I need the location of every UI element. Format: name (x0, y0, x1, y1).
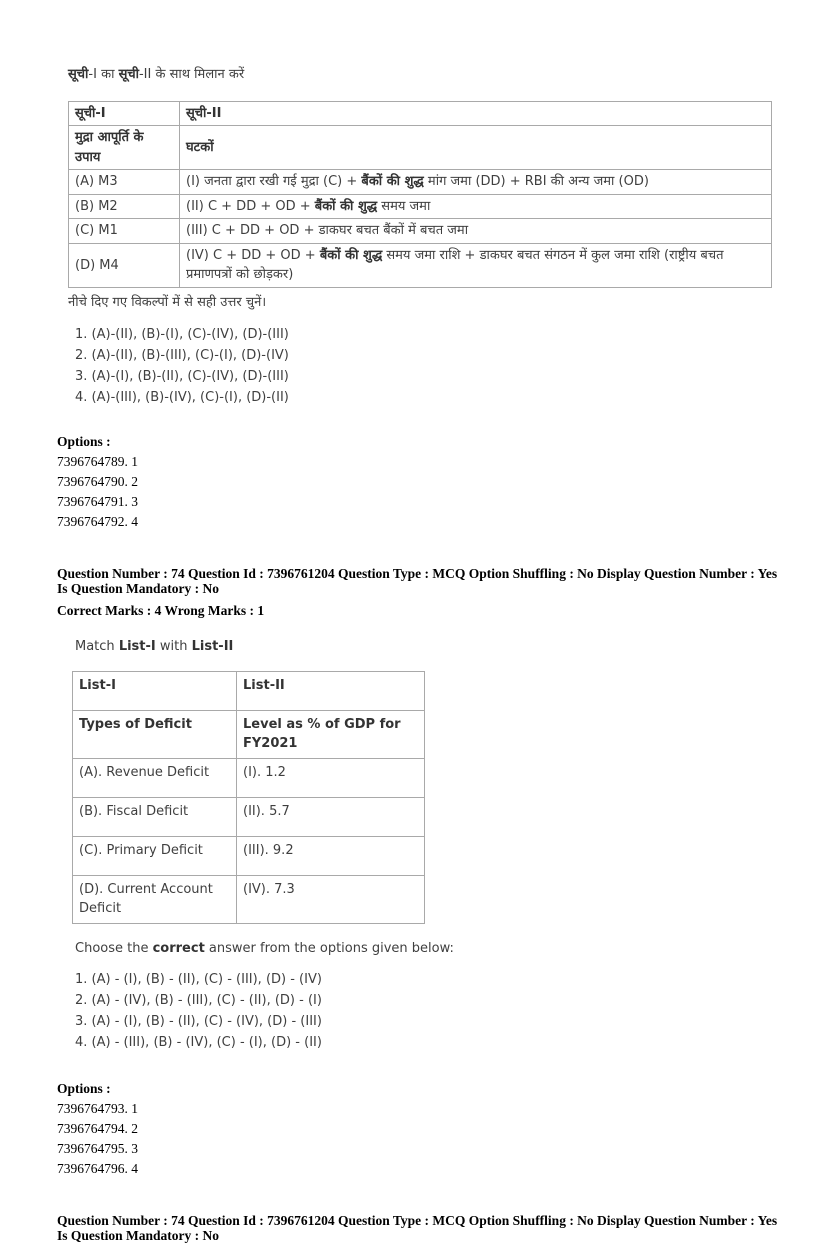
choose-answer-instruction: Choose the correct answer from the options given below: (75, 940, 454, 956)
table-row (69, 219, 772, 244)
table-subheader-row (69, 126, 772, 170)
choose-answer-instruction: नीचे दिए गए विकल्पों में से सही उत्तर चुनें। (68, 294, 267, 310)
list2-cell: (I). 1.2 (237, 758, 425, 797)
answer-option: 1. (A)-(II), (B)-(I), (C)-(IV), (D)-(III) (75, 326, 289, 342)
list2-header-cell: List-II (237, 671, 425, 710)
answer-option: 1. (A) - (I), (B) - (II), (C) - (III), (D) - (IV) (75, 972, 322, 988)
english-match-table (72, 671, 425, 924)
options-label: Options : (57, 1081, 111, 1097)
list2-cell: (III) C + DD + OD + डाकघर बचत बैंकों में बचत जमा (180, 219, 772, 244)
options-id-block (57, 432, 826, 532)
list2-cell: (III). 9.2 (237, 836, 425, 875)
list1-header-cell: सूची-I (69, 101, 180, 126)
list1-subheader-cell: Types of Deficit (73, 710, 237, 758)
list1-subheader-cell: मुद्रा आपूर्ति के उपाय (69, 126, 180, 170)
answer-option: 4. (A) - (III), (B) - (IV), (C) - (I), (D) - (II) (75, 1035, 322, 1051)
question-paper-page (0, 66, 826, 1243)
table-row (73, 797, 425, 836)
metadata-line: Question Number : 74 Question Id : 7396761204 Question Type : MCQ Option Shuffling : No Display Question Number : Yes (57, 565, 778, 581)
list1-cell: (A) M3 (69, 170, 180, 195)
list1-cell: (B). Fiscal Deficit (73, 797, 237, 836)
answer-option: 3. (A)-(I), (B)-(II), (C)-(IV), (D)-(III) (75, 368, 289, 384)
answer-options-list (75, 972, 826, 1051)
list2-subheader-cell: घटकों (180, 126, 772, 170)
list2-cell: (IV) C + DD + OD + बैंकों की शुद्ध समय जमा राशि + डाकघर बचत संगठन में कुल जमा राशि (राष्ट्रीय बचत प्रमाणपत्रों को छोड़कर) (180, 243, 772, 287)
hindi-question-block (0, 66, 826, 406)
table-row (69, 170, 772, 195)
hindi-match-table (68, 101, 772, 288)
table-header-row (73, 671, 425, 710)
table-row (73, 836, 425, 875)
answer-options-list (75, 327, 826, 406)
answer-option: 3. (A) - (I), (B) - (II), (C) - (IV), (D) - (III) (75, 1014, 322, 1030)
list2-subheader-cell: Level as % of GDP for FY2021 (237, 710, 425, 758)
question-metadata (57, 1213, 826, 1243)
option-id: 7396764796. 4 (57, 1161, 138, 1177)
answer-option: 2. (A)-(II), (B)-(III), (C)-(I), (D)-(IV) (75, 347, 289, 363)
list1-cell: (D) M4 (69, 243, 180, 287)
list1-cell: (C). Primary Deficit (73, 836, 237, 875)
english-question-block (0, 638, 826, 1052)
metadata-line: Is Question Mandatory : No (57, 580, 220, 596)
option-id: 7396764795. 3 (57, 1141, 138, 1157)
metadata-line: Is Question Mandatory : No (57, 1228, 220, 1243)
match-instruction: सूची-I का सूची-II के साथ मिलान करें (68, 67, 245, 82)
marks-line: Correct Marks : 4 Wrong Marks : 1 (57, 602, 265, 618)
list1-cell: (A). Revenue Deficit (73, 758, 237, 797)
answer-option: 4. (A)-(III), (B)-(IV), (C)-(I), (D)-(II) (75, 389, 289, 405)
table-header-row (69, 101, 772, 126)
option-id: 7396764790. 2 (57, 473, 138, 489)
match-instruction: Match List-I with List-II (75, 638, 234, 654)
option-id: 7396764791. 3 (57, 493, 138, 509)
option-id: 7396764792. 4 (57, 513, 138, 529)
list2-cell: (IV). 7.3 (237, 875, 425, 923)
list1-header-cell: List-I (73, 671, 237, 710)
list1-cell: (D). Current Account Deficit (73, 875, 237, 923)
list2-cell: (I) जनता द्वारा रखी गई मुद्रा (C) + बैंकों की शुद्ध मांग जमा (DD) + RBI की अन्य जमा (OD) (180, 170, 772, 195)
table-subheader-row (73, 710, 425, 758)
table-row (73, 875, 425, 923)
list1-cell: (C) M1 (69, 219, 180, 244)
list1-cell: (B) M2 (69, 194, 180, 219)
list2-header-cell: सूची-II (180, 101, 772, 126)
table-row (73, 758, 425, 797)
options-label: Options : (57, 433, 111, 449)
metadata-line: Question Number : 74 Question Id : 7396761204 Question Type : MCQ Option Shuffling : No Display Question Number : Yes (57, 1213, 778, 1229)
option-id: 7396764789. 1 (57, 453, 138, 469)
list2-cell: (II) C + DD + OD + बैंकों की शुद्ध समय जमा (180, 194, 772, 219)
table-row (69, 194, 772, 219)
question-metadata (57, 566, 826, 618)
list2-cell: (II). 5.7 (237, 797, 425, 836)
options-id-block (57, 1079, 826, 1179)
answer-option: 2. (A) - (IV), (B) - (III), (C) - (II), (D) - (I) (75, 993, 322, 1009)
table-row (69, 243, 772, 287)
option-id: 7396764793. 1 (57, 1101, 138, 1117)
option-id: 7396764794. 2 (57, 1121, 138, 1137)
